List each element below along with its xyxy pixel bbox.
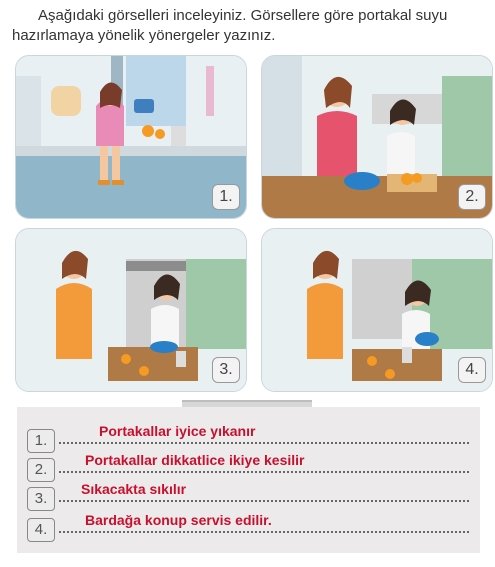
panel-number: 3. — [212, 357, 240, 383]
answer-text: Sıkacakta sıkılır — [81, 481, 187, 497]
instruction-text: Aşağıdaki görselleri inceleyiniz. Görsellere göre portakal suyu hazırlamaya yönelik yönergeler yazınız. — [12, 7, 448, 44]
answer-row-2 — [27, 452, 467, 480]
panel-number: 2. — [458, 184, 486, 210]
illustration-panel-1 — [15, 55, 247, 219]
answer-text: Portakallar iyice yıkanır — [99, 423, 256, 439]
answer-number: 2. — [27, 458, 55, 482]
illustration-panel-4 — [261, 228, 493, 392]
illustration-panel-3 — [15, 228, 247, 392]
answer-number: 3. — [27, 487, 55, 511]
illustration-panel-2 — [261, 55, 493, 219]
answer-row-1 — [27, 423, 467, 451]
panel-number: 1. — [212, 184, 240, 210]
answer-number: 4. — [27, 518, 55, 542]
answer-row-4 — [27, 512, 467, 540]
panel-number: 4. — [458, 357, 486, 383]
answer-text: Bardağa konup servis edilir. — [85, 512, 272, 528]
answer-number: 1. — [27, 429, 55, 453]
dotted-line — [59, 531, 469, 533]
answer-row-3 — [27, 481, 467, 509]
answer-box — [17, 407, 480, 553]
dotted-line — [59, 500, 469, 502]
dotted-line — [59, 471, 469, 473]
dotted-line — [59, 442, 469, 444]
answer-text: Portakallar dikkatlice ikiye kesilir — [85, 452, 305, 468]
